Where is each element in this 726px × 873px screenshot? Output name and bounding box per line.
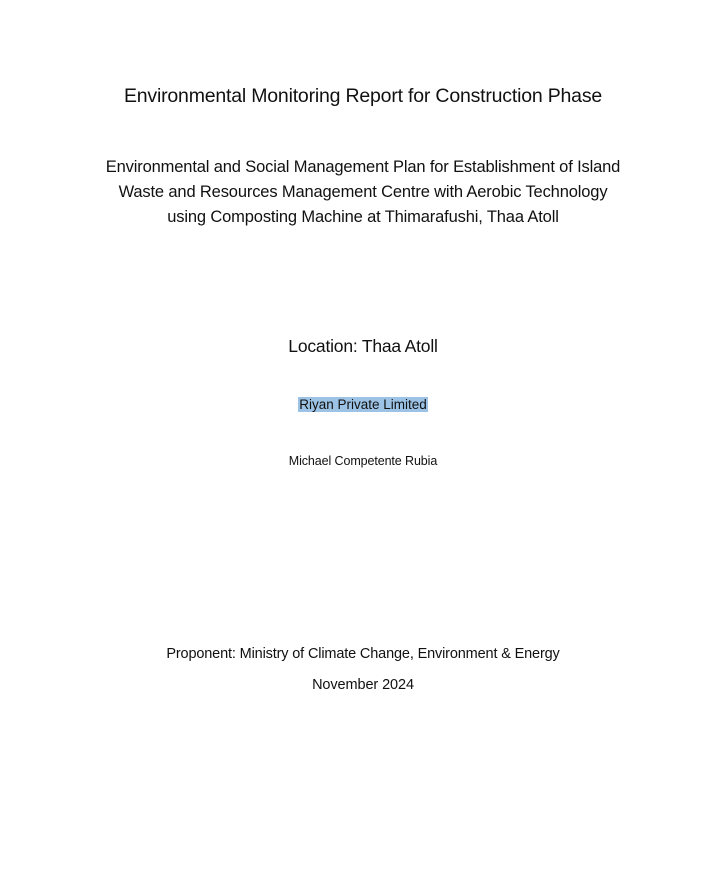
subtitle-line: using Composting Machine at Thimarafushi, Thaa Atoll [167,208,559,226]
proponent-text: Proponent: Ministry of Climate Change, Environment & Energy [166,646,560,662]
report-title: Environmental Monitoring Report for Construction Phase [123,85,603,107]
subtitle-line: Environmental and Social Management Plan for Establishment of Island [105,158,621,176]
location-text: Location: Thaa Atoll [288,336,438,356]
subtitle-line: Waste and Resources Management Centre with Aerobic Technology [118,183,608,201]
consultant-name: Michael Competente Rubia [288,454,438,468]
company-line [0,396,726,414]
report-date: November 2024 [312,677,414,693]
company-name-highlighted: Riyan Private Limited [299,397,427,412]
report-subtitle [0,155,726,230]
